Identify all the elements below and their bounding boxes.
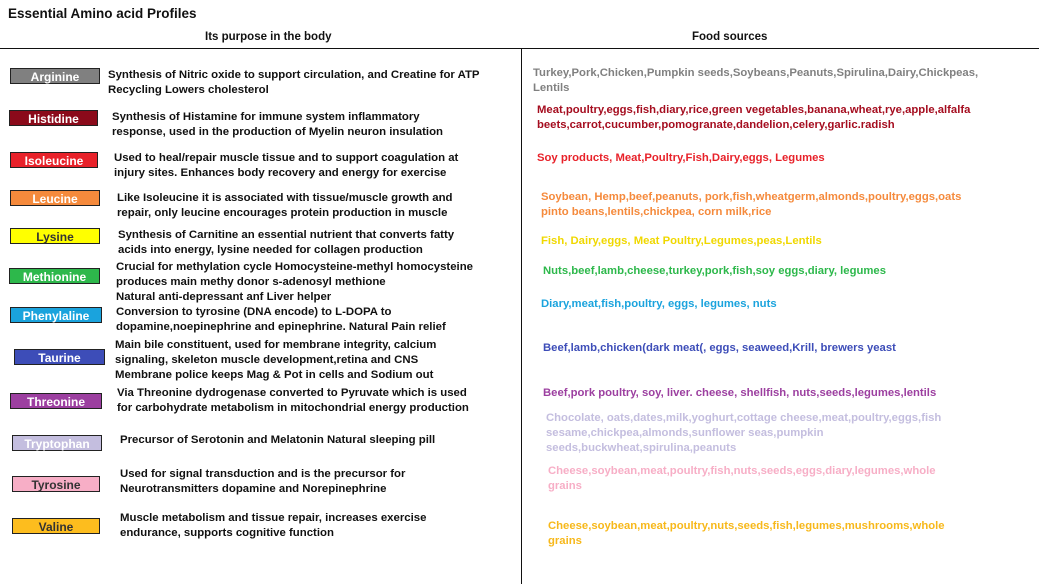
amino-acid-badge: Arginine <box>10 68 100 84</box>
purpose-text: Muscle metabolism and tissue repair, increases exercise endurance, supports cognitive function <box>120 512 427 540</box>
purpose-text: Like Isoleucine it is associated with tissue/muscle growth and repair, only leucine encourages protein production in muscle <box>117 192 453 220</box>
amino-acid-badge: Methionine <box>9 268 100 284</box>
amino-acid-badge: Histidine <box>9 110 98 126</box>
purpose-text: Natural anti-depressant anf Liver helper Conversion to tyrosine (DNA encode) to L-DOPA to dopamine,noepinephrine and epinephrine. Natural Pain relief <box>116 291 446 334</box>
page-title: Essential Amino acid Profiles <box>8 6 197 21</box>
amino-acid-badge: Taurine <box>14 349 105 365</box>
amino-acid-badge: Tryptophan <box>12 435 102 451</box>
purpose-text: Via Threonine dydrogenase converted to Pyruvate which is used for carbohydrate metabolism in mitochondrial energy production <box>117 387 469 415</box>
food-sources-text: Turkey,Pork,Chicken,Pumpkin seeds,Soybeans,Peanuts,Spirulina,Dairy,Chickpeas, Lentils <box>533 67 979 95</box>
purpose-text: Precursor of Serotonin and Melatonin Natural sleeping pill <box>120 434 436 446</box>
food-sources-text: Cheese,soybean,meat,poultry,fish,nuts,seeds,eggs,diary,legumes,whole grains <box>548 465 936 493</box>
purpose-text: Synthesis of Nitric oxide to support circulation, and Creatine for ATP Recycling Lowers cholesterol <box>108 69 480 97</box>
amino-acid-badge: Tyrosine <box>12 476 100 492</box>
purpose-text: Synthesis of Histamine for immune system inflammatory response, used in the production of Myelin neuron insulation <box>112 111 443 139</box>
amino-acid-badge: Leucine <box>10 190 100 206</box>
header-divider <box>0 48 1039 49</box>
amino-acid-badge: Lysine <box>10 228 100 244</box>
amino-acid-badge: Phenylaline <box>10 307 102 323</box>
food-sources-text: Nuts,beef,lamb,cheese,turkey,pork,fish,soy eggs,diary, legumes <box>543 265 886 277</box>
food-sources-text: Chocolate, oats,dates,milk,yoghurt,cottage cheese,meat,poultry,eggs,fish sesame,chickpea,almonds,sunflower seas,pumpkin seeds,buckwheat,spirulina,peanuts <box>546 412 942 455</box>
purpose-text: Used to heal/repair muscle tissue and to support coagulation at injury sites. Enhances body recovery and energy for exercise <box>114 152 459 180</box>
purpose-text: Used for signal transduction and is the precursor for Neurotransmitters dopamine and Norepinephrine <box>120 468 406 496</box>
purpose-text: Main bile constituent, used for membrane integrity, calcium signaling, skeleton muscle development,retina and CNS Membrane police keeps Mag & Pot in cells and Sodium out <box>115 339 437 382</box>
food-sources-text: Beef,lamb,chicken(dark meat(, eggs, seaweed,Krill, brewers yeast <box>543 342 896 354</box>
amino-acid-badge: Isoleucine <box>10 152 98 168</box>
food-sources-text: Soybean, Hemp,beef,peanuts, pork,fish,wheatgerm,almonds,poultry,eggs,oats pinto beans,lentils,chickpea, corn milk,rice <box>541 191 962 219</box>
food-sources-text: Cheese,soybean,meat,poultry,nuts,seeds,fish,legumes,mushrooms,whole grains <box>548 520 945 548</box>
purpose-text: Synthesis of Carnitine an essential nutrient that converts fatty acids into energy, lysine needed for collagen production <box>118 229 455 257</box>
amino-acid-badge: Threonine <box>10 393 102 409</box>
column-header-purpose: Its purpose in the body <box>205 31 332 43</box>
purpose-text: Crucial for methylation cycle Homocysteine-methyl homocysteine produces main methy donor s-adenosyl methione <box>116 261 474 289</box>
food-sources-text: Fish, Dairy,eggs, Meat Poultry,Legumes,peas,Lentils <box>541 235 822 247</box>
food-sources-text: Diary,meat,fish,poultry, eggs, legumes, nuts <box>541 298 777 310</box>
amino-acid-badge: Valine <box>12 518 100 534</box>
food-sources-text: Meat,poultry,eggs,fish,diary,rice,green vegetables,banana,wheat,rye,apple,alfalfa beets,carrot,cucumber,pomogranate,dandelion,celery,garlic.radish <box>537 104 971 132</box>
food-sources-text: Beef,pork poultry, soy, liver. cheese, shellfish, nuts,seeds,legumes,lentils <box>543 387 937 399</box>
column-header-food: Food sources <box>692 31 768 43</box>
column-divider <box>521 48 522 584</box>
food-sources-text: Soy products, Meat,Poultry,Fish,Dairy,eggs, Legumes <box>537 152 825 164</box>
